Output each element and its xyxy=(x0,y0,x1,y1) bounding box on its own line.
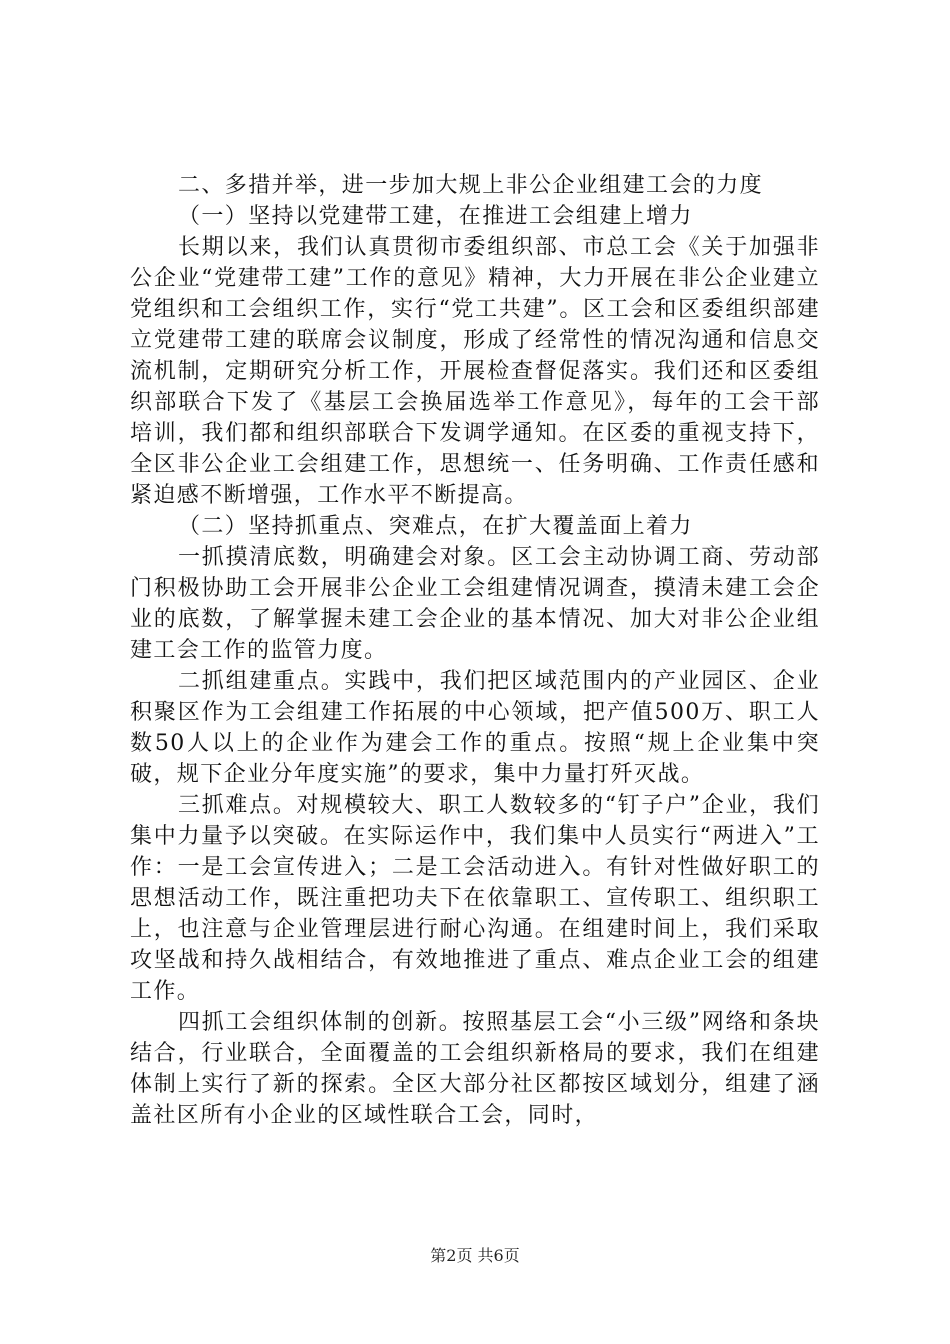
paragraph-fourth-focus: 四抓工会组织体制的创新。按照基层工会“小三级”网络和条块结合，行业联合，全面覆盖的工会组织新格局的要求，我们在组建体制上实行了新的探索。全区大部分社区都按区域划分，组建了涵盖社区所有小企业的区域性联合工会，同时， xyxy=(130,1010,820,1128)
paragraph-second-focus: 二抓组建重点。实践中，我们把区域范围内的产业园区、企业积聚区作为工会组建工作拓展的中心领域，把产值500万、职工人数50人以上的企业作为建会工作的重点。按照“规上企业集中突破，规下企业分年度实施”的要求，集中力量打歼灭战。 xyxy=(130,669,820,787)
document-body xyxy=(130,170,820,1131)
section-heading: 二、多措并举，进一步加大规上非公企业组建工会的力度 xyxy=(178,173,764,198)
page-number-footer: 第2页 共6页 xyxy=(430,1246,520,1265)
paragraph-third-focus: 三抓难点。对规模较大、职工人数较多的“钉子户”企业，我们集中力量予以突破。在实际运作中，我们集中人员实行“两进入”工作：一是工会宣传进入；二是工会活动进入。有针对性做好职工的思想活动工作，既注重把功夫下在依靠职工、宣传职工、组织职工上，也注意与企业管理层进行耐心沟通。在组建时间上，我们采取攻坚战和持久战相结合，有效地推进了重点、难点企业工会的组建工作。 xyxy=(130,793,820,1004)
paragraph-first-focus: 一抓摸清底数，明确建会对象。区工会主动协调工商、劳动部门积极协助工会开展非公企业工会组建情况调查，摸清未建工会企业的底数，了解掌握未建工会企业的基本情况、加大对非公企业组建工会工作的监管力度。 xyxy=(130,545,820,663)
subsection-heading-1: （一）坚持以党建带工建，在推进工会组建上增力 xyxy=(178,204,693,229)
subsection-heading-2: （二）坚持抓重点、突难点，在扩大覆盖面上着力 xyxy=(178,514,693,539)
paragraph-party-building: 长期以来，我们认真贯彻市委组织部、市总工会《关于加强非公企业“党建带工建”工作的意见》精神，大力开展在非公企业建立党组织和工会组织工作，实行“党工共建”。区工会和区委组织部建立党建带工建的联席会议制度，形成了经常性的情况沟通和信息交流机制，定期研究分析工作，开展检查督促落实。我们还和区委组织部联合下发了《基层工会换届选举工作意见》，每年的工会干部培训，我们都和组织部联合下发调学通知。在区委的重视支持下，全区非公企业工会组建工作，思想统一、任务明确、工作责任感和紧迫感不断增强，工作水平不断提高。 xyxy=(130,235,820,508)
